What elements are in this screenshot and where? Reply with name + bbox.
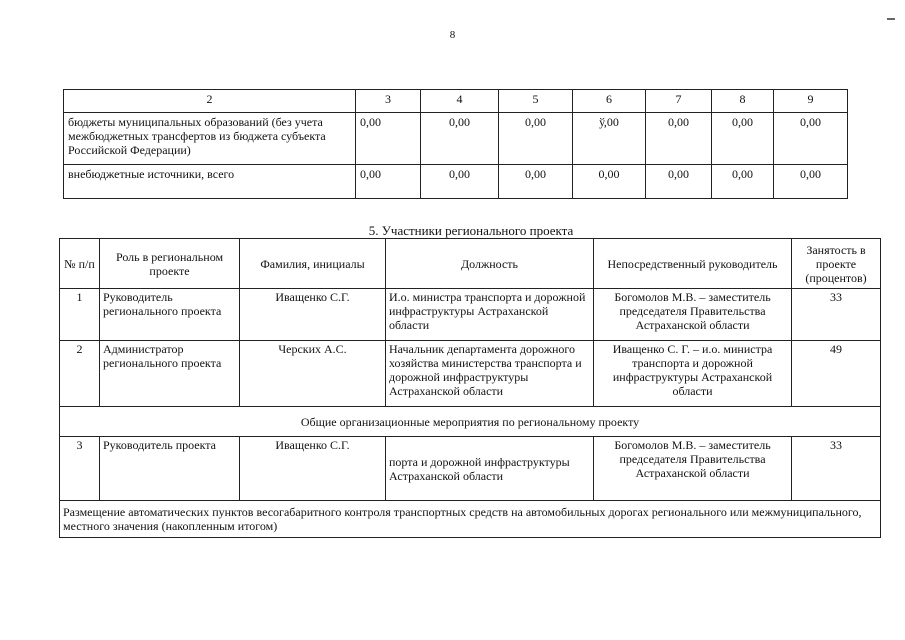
general-section-title: Общие организационные мероприятия по региональному проекту — [60, 407, 881, 437]
row-manager: Богомолов М.В. – заместитель председателя Правительства Астраханской области — [594, 437, 792, 501]
row-name: Иващенко С.Г. — [240, 437, 386, 501]
table-row — [64, 165, 848, 199]
cell-value: 0,00 — [356, 165, 421, 199]
row-num: 3 — [60, 437, 100, 501]
row-label: бюджеты муниципальных образований (без учета межбюджетных трансфертов из бюджета субъекта Российской Федерации) — [64, 113, 356, 165]
page-edge-mark — [887, 18, 895, 20]
header-position: Должность — [386, 239, 594, 289]
table-row — [60, 341, 881, 407]
footer-text: Размещение автоматических пунктов весогабаритного контроля транспортных средств на автомобильных дорогах регионального или межмуниципального, местного значения (накопленным итогом) — [60, 501, 881, 538]
column-number: 3 — [356, 90, 421, 113]
header-employment: Занятость в проекте (процентов) — [792, 239, 881, 289]
row-employment: 33 — [792, 289, 881, 341]
table-row — [60, 289, 881, 341]
cell-value: 0,00 — [421, 113, 499, 165]
cell-value: 0,00 — [712, 113, 774, 165]
row-manager: Богомолов М.В. – заместитель председателя Правительства Астраханской области — [594, 289, 792, 341]
cell-value: 0,00 — [421, 165, 499, 199]
row-num: 2 — [60, 341, 100, 407]
row-name: Иващенко С.Г. — [240, 289, 386, 341]
cell-value: 0,00 — [499, 165, 573, 199]
header-role: Роль в региональном проекте — [100, 239, 240, 289]
cell-value: 0,00 — [356, 113, 421, 165]
cell-value: 0,00 — [712, 165, 774, 199]
header-name: Фамилия, инициалы — [240, 239, 386, 289]
section-title: 5. Участники регионального проекта — [368, 223, 574, 238]
cell-value: 0,00 — [573, 165, 646, 199]
participants-table — [59, 238, 881, 538]
row-role: Руководитель проекта — [100, 437, 240, 501]
column-number: 7 — [646, 90, 712, 113]
column-number: 4 — [421, 90, 499, 113]
participants-header-row — [60, 239, 881, 289]
row-employment: 49 — [792, 341, 881, 407]
column-number: 8 — [712, 90, 774, 113]
row-position: И.о. министра транспорта и дорожной инфраструктуры Астраханской области — [386, 289, 594, 341]
row-role: Руководитель регионального проекта — [100, 289, 240, 341]
general-section-row — [60, 407, 881, 437]
row-employment: 33 — [792, 437, 881, 501]
row-role: Администратор регионального проекта — [100, 341, 240, 407]
row-num: 1 — [60, 289, 100, 341]
column-number: 9 — [774, 90, 848, 113]
footer-row — [60, 501, 881, 538]
row-label: внебюджетные источники, всего — [64, 165, 356, 199]
table-row — [64, 113, 848, 165]
row-name: Черских А.С. — [240, 341, 386, 407]
cell-value: 0,00 — [774, 113, 848, 165]
table-row — [60, 437, 881, 501]
column-number: 5 — [499, 90, 573, 113]
column-number: 6 — [573, 90, 646, 113]
cell-value: 0,00 — [646, 113, 712, 165]
financing-header-row — [64, 90, 848, 113]
row-manager: Иващенко С. Г. – и.о. министра транспорта и дорожной инфраструктуры Астраханской области — [594, 341, 792, 407]
page-number: 8 — [449, 29, 456, 41]
cell-value: 0,00 — [646, 165, 712, 199]
column-number: 2 — [64, 90, 356, 113]
cell-value: ў,00 — [573, 113, 646, 165]
financing-table — [63, 89, 848, 199]
header-num: № п/п — [60, 239, 100, 289]
row-position: Начальник департамента дорожного хозяйства министерства транспорта и дорожной инфраструктуры Астраханской области — [386, 341, 594, 407]
row-position: порта и дорожной инфраструктуры Астраханской области — [386, 437, 594, 501]
cell-value: 0,00 — [774, 165, 848, 199]
header-manager: Непосредственный руководитель — [594, 239, 792, 289]
cell-value: 0,00 — [499, 113, 573, 165]
